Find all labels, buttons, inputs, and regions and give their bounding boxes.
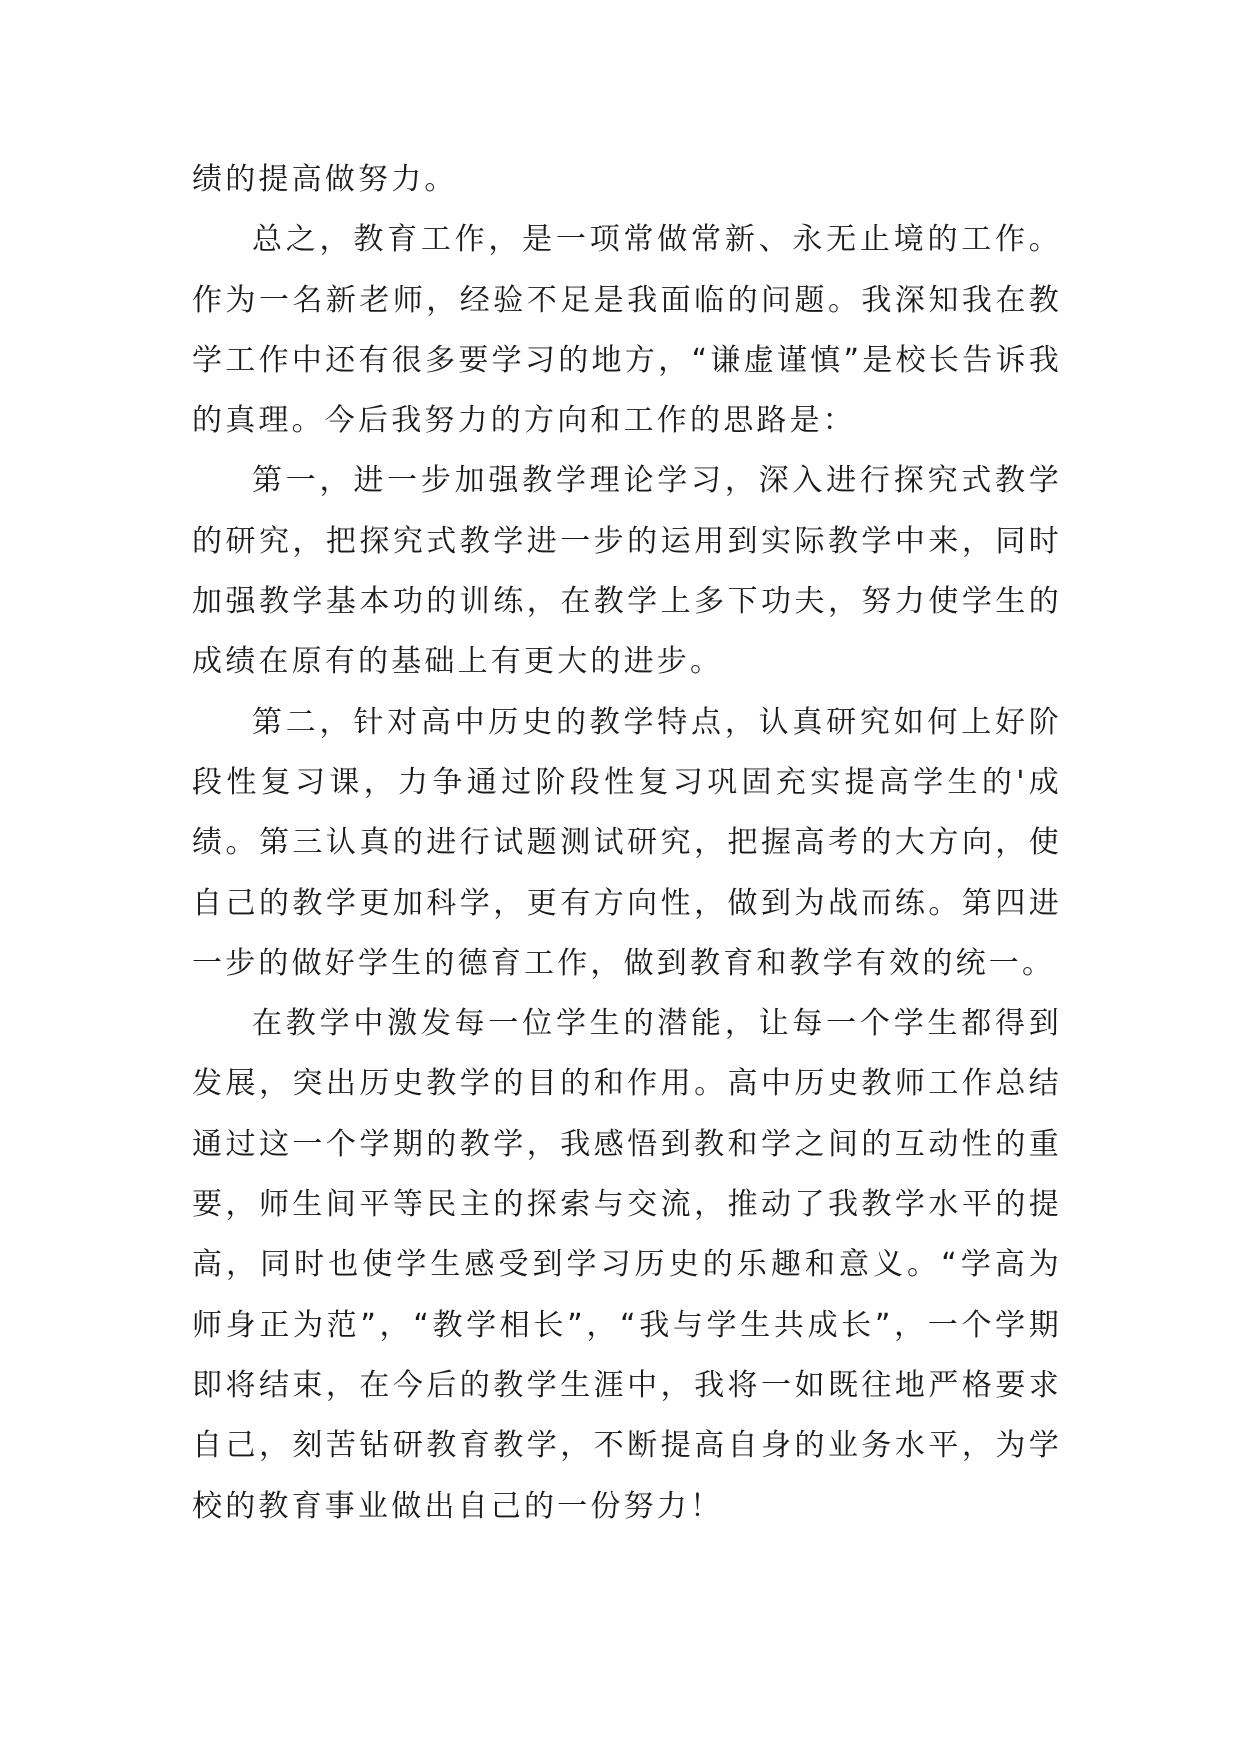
paragraph-summary: 总之，教育工作，是一项常做常新、永无止境的工作。作为一名新老师，经验不足是我面临的问题。我深知我在教学工作中还有很多要学习的地方，“谦虚谨慎”是校长告诉我的真理。今后我努力的方向和工作的思路是： bbox=[192, 222, 1062, 439]
paragraph-conclusion: 在教学中激发每一位学生的潜能，让每一个学生都得到发展，突出历史教学的目的和作用。高中历史教师工作总结通过这一个学期的教学，我感悟到教和学之间的互动性的重要，师生间平等民主的探索与交流，推动了我教学水平的提高，同时也使学生感受到学习历史的乐趣和意义。“学高为师身正为范”，“教学相长”，“我与学生共成长”，一个学期即将结束，在今后的教学生涯中，我将一如既往地严格要求自己，刻苦钻研教育教学，不断提高自身的业务水平，为学校的教育事业做出自己的一份努力！ bbox=[192, 1006, 1062, 1524]
document-body bbox=[192, 150, 1062, 1537]
paragraph-continuation: 绩的提高做努力。 bbox=[192, 162, 458, 197]
paragraph-first-point: 第一，进一步加强教学理论学习，深入进行探究式教学的研究，把探究式教学进一步的运用到实际教学中来，同时加强教学基本功的训练，在教学上多下功夫，努力使学生的成绩在原有的基础上有更大的进步。 bbox=[192, 463, 1062, 680]
paragraph-second-point: 第二，针对高中历史的教学特点，认真研究如何上好阶段性复习课，力争通过阶段性复习巩固充实提高学生的'成绩。第三认真的进行试题测试研究，把握高考的大方向，使自己的教学更加科学，更有方向性，做到为战而练。第四进一步的做好学生的德育工作，做到教育和教学有效的统一。 bbox=[192, 704, 1062, 981]
